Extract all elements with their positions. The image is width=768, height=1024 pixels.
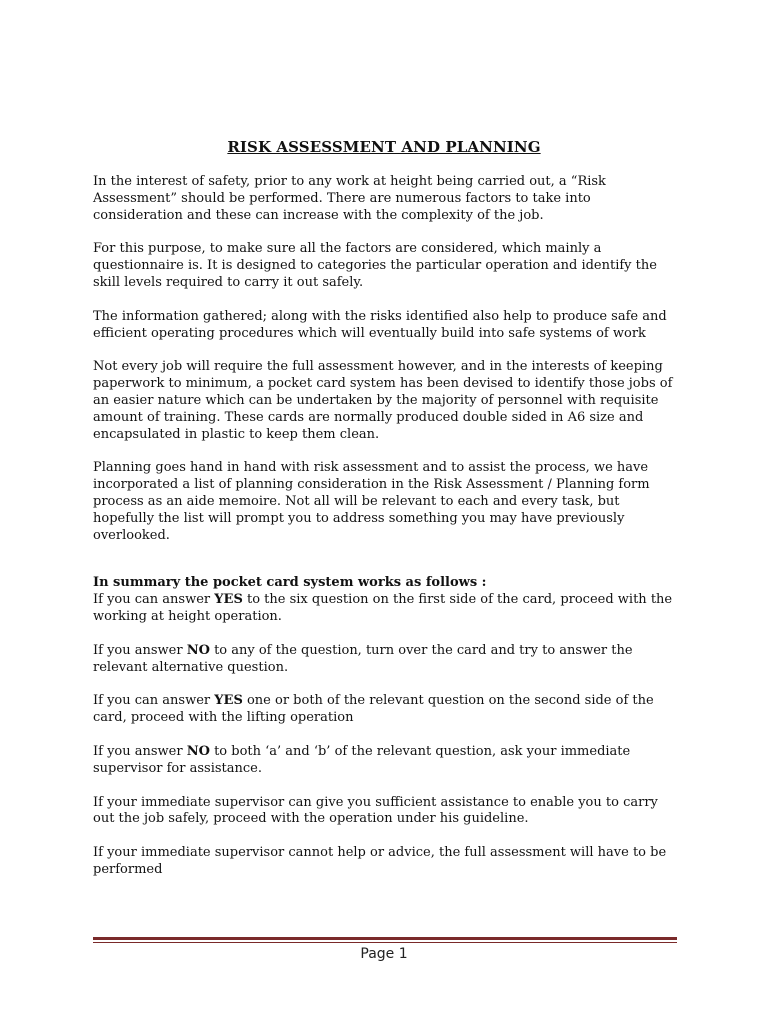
summary-heading: In summary the pocket card system works as follows : bbox=[93, 575, 487, 591]
paragraph-information: The information gathered; along with the risks identified also help to produce safe and efficient operating procedures which will eventually build into safe systems of work bbox=[93, 308, 667, 341]
summary-item-keyword: NO bbox=[186, 743, 210, 759]
summary-item bbox=[93, 643, 683, 677]
summary-item-text: If you answer bbox=[93, 642, 187, 658]
footer-rule-thin bbox=[93, 942, 677, 943]
paragraph-purpose: For this purpose, to make sure all the factors are considered, which mainly a questionnaire is. It is designed to categories the particular operation and identify the skill levels required to carry it out safely. bbox=[93, 241, 657, 290]
summary-closing: If your immediate supervisor cannot help or advice, the full assessment will have to be performed bbox=[93, 845, 667, 877]
summary-item-text: If you can answer bbox=[93, 592, 215, 608]
summary-item bbox=[93, 592, 683, 626]
summary-item-text: If you can answer bbox=[93, 693, 215, 709]
paragraph-planning: Planning goes hand in hand with risk assessment and to assist the process, we have incorporated a list of planning consideration in the Risk Assessment / Planning form process as an aide memoire. Not all will be relevant to each and every task, but hopefully the list will prompt you to address something you may have previously overlooked. bbox=[93, 460, 650, 543]
summary-item-text: to the six question on the first side of the card, proceed with the working at height operation. bbox=[93, 592, 673, 624]
footer-rule-thick bbox=[93, 937, 677, 940]
summary-item-keyword: YES bbox=[214, 592, 243, 608]
summary-item-text: to any of the question, turn over the card and try to answer the relevant alternative question. bbox=[93, 642, 633, 675]
summary-item bbox=[93, 744, 683, 778]
paragraph-intro: In the interest of safety, prior to any work at height being carried out, a “Risk Assessment” should be performed. There are numerous factors to take into consideration and these can increase with the complexity of the job. bbox=[93, 174, 606, 223]
document-body bbox=[93, 174, 683, 896]
summary-item-text: to both ‘a’ and ‘b’ of the relevant question, ask your immediate supervisor for assistance. bbox=[93, 743, 631, 776]
summary-item-keyword: YES bbox=[214, 693, 243, 709]
paragraph-pocket-card: Not every job will require the full assessment however, and in the interests of keeping paperwork to minimum, a pocket card system has been devised to identify those jobs of an easier nature which can be undertaken by the majority of personnel with requisite amount of training. These cards are normally produced double sided in A6 size and encapsulated in plastic to keep them clean. bbox=[93, 359, 673, 442]
summary-item bbox=[93, 693, 683, 727]
summary-item-keyword: NO bbox=[186, 642, 210, 658]
summary-list bbox=[93, 592, 683, 879]
page-title: RISK ASSESSMENT AND PLANNING bbox=[227, 138, 541, 156]
footer-divider bbox=[93, 937, 677, 943]
summary-item-text: If you answer bbox=[93, 743, 187, 759]
summary-item-text: one or both of the relevant question on the second side of the card, proceed with the lifting operation bbox=[93, 693, 654, 726]
summary-closing: If your immediate supervisor can give you sufficient assistance to enable you to carry out the job safely, proceed with the operation under his guideline. bbox=[93, 794, 658, 827]
page-number: Page 1 bbox=[360, 946, 408, 962]
